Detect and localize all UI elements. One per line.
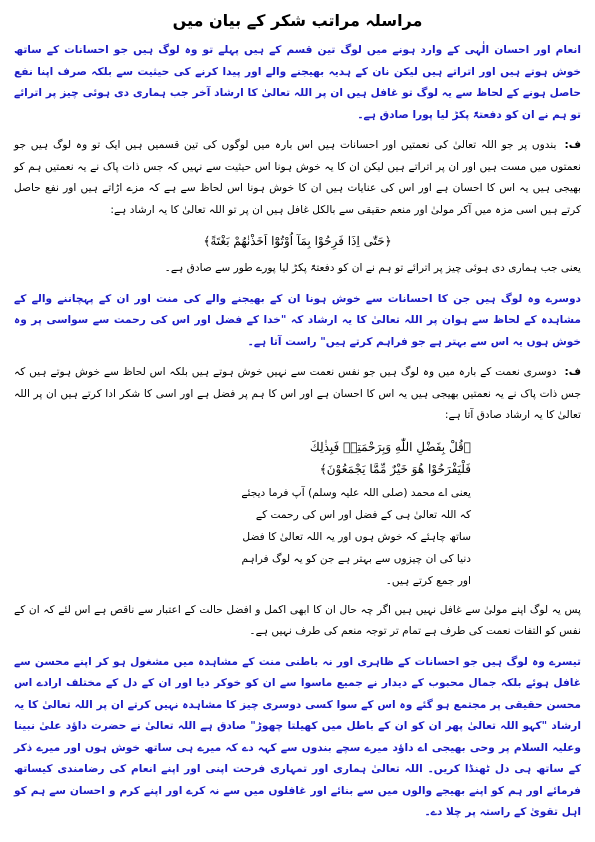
verse-translation: یعنی اے محمد (صلی اللہ علیہ وسلم) آپ فرما دیجئے کہ اللہ تعالیٰ ہی کے فضل اور اس کی رحمت کے ساتھ چاہئے کہ خوش ہوں اور یہ اللہ تعالیٰ کا فضل دنیا کی ان چیزوں سے بہتر ہے جن کو یہ لوگ فراہم اور جمع کرتے ہیں۔ — [241, 486, 471, 587]
commentary-text: بندوں پر جو اللہ تعالیٰ کی نعمتیں اور احسانات ہیں اس بارہ میں لوگوں کی تین قسمیں ہیں ایک تو وہ لوگ ہیں جو نعمتوں میں مست ہیں اور ان پر اتراتے ہیں لیکن ان کا یہ خوش ہونا اس حیثیت سے نہیں کہ جس ذات پاک نے یہ نعمتیں ہم کو بھیجی ہیں یہ اس کا احسان ہے اور اس کی عنایات ہیں ان کا خوش ہونا اس لحاظ سے ہے کہ مزے اڑاتے ہیں اور نفع حاصل کرتے ہیں اسی مزہ میں آکر مولیٰ اور منعم حقیقی سے بالکل غافل ہیں ان پر تو اللہ تعالیٰ کا یہ ارشاد ہے: — [14, 139, 581, 216]
commentary-text: دوسری نعمت کے بارہ میں وہ لوگ ہیں جو نفس نعمت سے نہیں خوش ہوتے ہیں بلکہ اس لحاظ سے خوش ہوتے ہیں کہ جس ذات پاک نے یہ نعمتیں بھیجی ہیں یہ اس کا احسان ہے اور اس کا ہم پر فضل ہے اور اسی کا شکر ادا کرتے ہیں ان پر اللہ تعالیٰ کا یہ ارشاد صادق آتا ہے: — [14, 366, 581, 421]
commentary-label: ف: — [564, 139, 581, 151]
commentary-paragraph-1 — [14, 135, 581, 221]
page-title: مراسلہ مراتب شکر کے بیان میں — [172, 11, 423, 30]
quran-verse-2-line-2: فَلْيَفْرَحُوْا هُوَ خَيْرٌ مِّمَّا يَجْمَعُوْنَ﴾ — [319, 461, 471, 476]
verse-explanation: یعنی جب ہماری دی ہوئی چیز پر اترائے تو ہم نے ان کو دفعتۃً پکڑ لیا پورے طور سے صادق ہے۔ — [164, 262, 581, 274]
commentary-label: ف: — [564, 366, 581, 378]
commentary-paragraph-2 — [14, 362, 581, 427]
second-group-paragraph: دوسرے وہ لوگ ہیں جن کا احسانات سے خوش ہونا ان کے بھیجنے والے کی منت اور ان کے پہچاننے والے کے مشاہدہ کے لحاظ سے ہوان پر اللہ تعالیٰ کا یہ ارشاد کہ "خدا کے فضل اور اس کی رحمت سے سواسی پر وہ خوش ہوں یہ اس سے بہتر ہے جو فراہم کرتے ہیں" راست آتا ہے۔ — [14, 292, 581, 348]
third-group-paragraph: تیسرے وہ لوگ ہیں جو احسانات کے ظاہری اور نہ باطنی منت کے مشاہدہ میں مشغول ہو کر اپنے محسن سے غافل ہوئے بلکہ جمال محبوب کے دیدار نے جمیع ماسوا سے ان کو خوکر دیا اور ان کے دل کے مختلف ارادے اس محسن حقیقی پر مجتمع ہو گئے وہ اس کے سوا کسی دوسری چیز کا مشاہدہ نہیں کرتے ان پر اللہ تعالیٰ کا یہ ارشاد "کہو اللہ تعالیٰ پھر ان کو ان کے باطل میں کھیلتا چھوڑ" صادق ہے اللہ تعالیٰ نے حضرت داؤد علیٰ نبینا وعلیہ السلام پر وحی بھیجی اے داؤد میرے سچے بندوں سے کہہ دے کہ میرے ہی ساتھ خوش ہوں اور میرے ذکر کے ساتھ ہی دل ٹھنڈا کریں۔ اللہ تعالیٰ ہماری اور تمہاری فرحت اپنی اور اپنے انعام کی رضامندی کیساتھ فرمائے اور ہم کو اپنے بھیجے والوں میں سے بنائے اور غافلوں میں سے نہ کرے اور اپنے کرم و احسان سے ہم کو اہل تقویٰ کے راستہ پر چلا دے۔ — [14, 655, 581, 818]
intro-paragraph: انعام اور احسان الٰہی کے وارد ہونے میں لوگ تین قسم کے ہیں پہلے تو وہ لوگ ہیں جو احسانات کے ساتھ خوش ہوتے ہیں اور اتراتے ہیں لیکن نان کے ہدیہ بھیجنے والے اور پیدا کرنے کی حیثیت سے بلکہ صرف اپنا نفع حاصل ہونے کے لحاظ سے یہ لوگ تو غافل ہیں ان پر اللہ تعالیٰ کا ارشاد آخر جب ہماری دی ہوئی چیز پر اترائے تو ہم نے ان کو دفعتۃً پکڑ لیا پورا صادق ہے۔ — [14, 44, 581, 121]
quran-verse-1: ﴿حَتّٰى اِذَا فَرِحُوْا بِمَآ اُوْتُوْٓا اَخَذْنٰهُمْ بَغْتَةً﴾ — [203, 234, 392, 248]
quran-verse-2-line-1: ﴿قُلْ بِفَضْلِ اللّٰهِ وَبِرَحْمَتِهٖ فَبِذٰلِكَ — [309, 439, 471, 454]
summary-paragraph: پس یہ لوگ اپنے مولیٰ سے غافل نہیں ہیں اگر چہ حال ان کا ابھی اکمل و افضل حالت کے اعتبار سے ناقص ہے اس لئے کہ ان کے نفس کو التفات نعمت کی طرف ہے تمام تر توجہ منعم کی طرف نہیں ہے۔ — [14, 603, 581, 637]
